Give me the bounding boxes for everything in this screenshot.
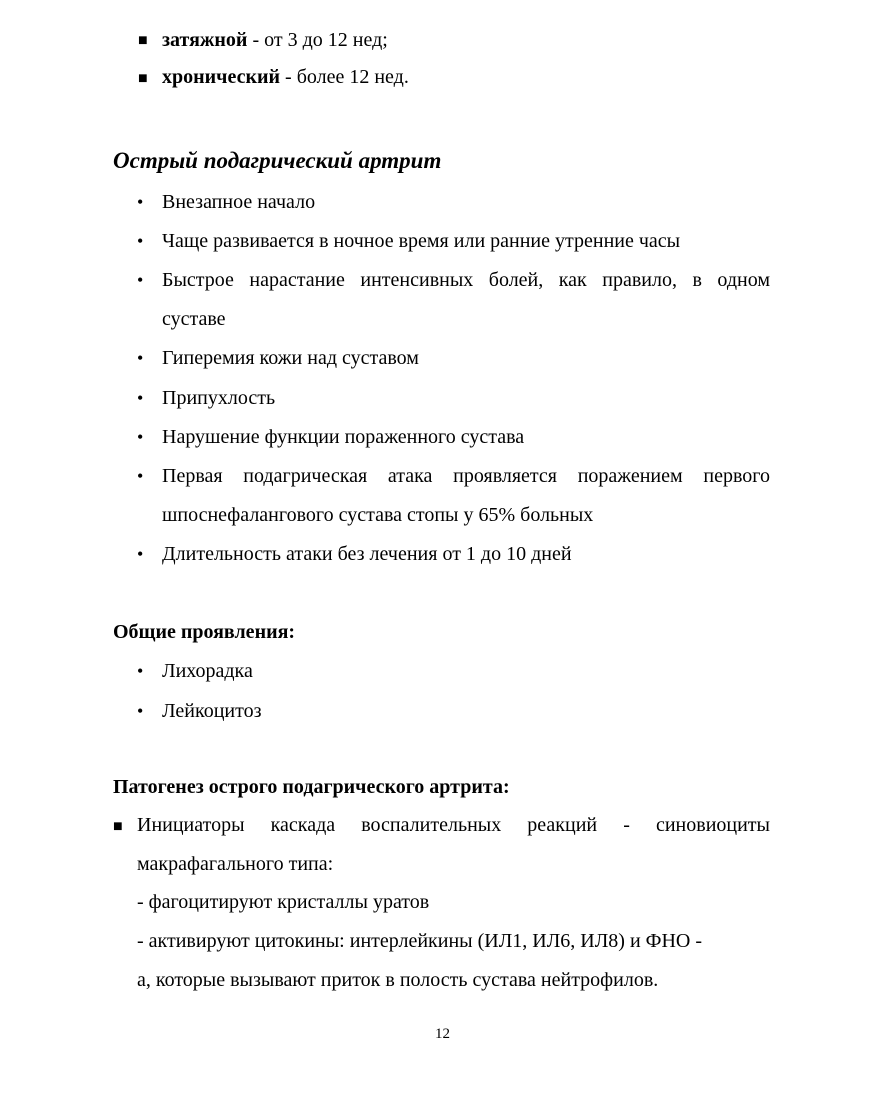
dot-bullet-icon: • [137, 661, 144, 681]
list-item: Лихорадка [162, 660, 253, 682]
dot-bullet-icon: • [137, 466, 144, 486]
list-item: Лейкоцитоз [162, 700, 262, 722]
dot-bullet-icon: • [137, 270, 144, 290]
list-item: Быстрое нарастание интенсивных болей, как правило, в одном [162, 269, 770, 291]
list-item-continuation: суставе [162, 308, 226, 330]
dot-bullet-icon: • [137, 427, 144, 447]
list-item: Чаще развивается в ночное время или ранние утренние часы [162, 230, 681, 252]
list-item-continuation: шпоснефалангового сустава стопы у 65% больных [162, 504, 594, 526]
duration-item [162, 67, 409, 87]
page-number: 12 [435, 1026, 450, 1042]
pathogenesis-line: - фагоцитируют кристаллы уратов [137, 891, 430, 913]
list-item: Внезапное начало [162, 191, 316, 213]
dot-bullet-icon: • [137, 231, 144, 251]
dot-bullet-icon: • [137, 192, 144, 212]
section-heading-pathogenesis: Патогенез острого подагрического артрита: [113, 776, 510, 798]
pathogenesis-line: а, которые вызывают приток в полость сустава нейтрофилов. [137, 969, 659, 991]
pathogenesis-line: - активируют цитокины: интерлейкины (ИЛ1, ИЛ6, ИЛ8) и ФНО - [137, 930, 703, 952]
list-item: Нарушение функции пораженного сустава [162, 426, 525, 448]
list-item: Припухлость [162, 387, 276, 409]
dot-bullet-icon: • [137, 388, 144, 408]
list-item: Длительность атаки без лечения от 1 до 10 дней [162, 543, 572, 565]
pathogenesis-line: макрафагального типа: [137, 853, 334, 875]
list-item: Первая подагрическая атака проявляется поражением первого [162, 465, 770, 487]
square-bullet-icon: ■ [138, 32, 148, 49]
dot-bullet-icon: • [137, 348, 144, 368]
pathogenesis-line: Инициаторы каскада воспалительных реакций - синовиоциты [137, 814, 770, 836]
section-heading-acute: Острый подагрический артрит [113, 148, 442, 173]
square-bullet-icon: ■ [138, 70, 148, 87]
duration-text: - более 12 нед. [280, 66, 409, 88]
duration-text: - от 3 до 12 нед; [247, 29, 388, 51]
duration-term: хронический [162, 66, 281, 88]
section-heading-general: Общие проявления: [113, 621, 296, 643]
square-bullet-icon: ■ [113, 818, 123, 835]
list-item: Гиперемия кожи над суставом [162, 347, 419, 369]
dot-bullet-icon: • [137, 544, 144, 564]
duration-item [162, 30, 388, 50]
duration-term: затяжной [162, 29, 248, 51]
dot-bullet-icon: • [137, 701, 144, 721]
